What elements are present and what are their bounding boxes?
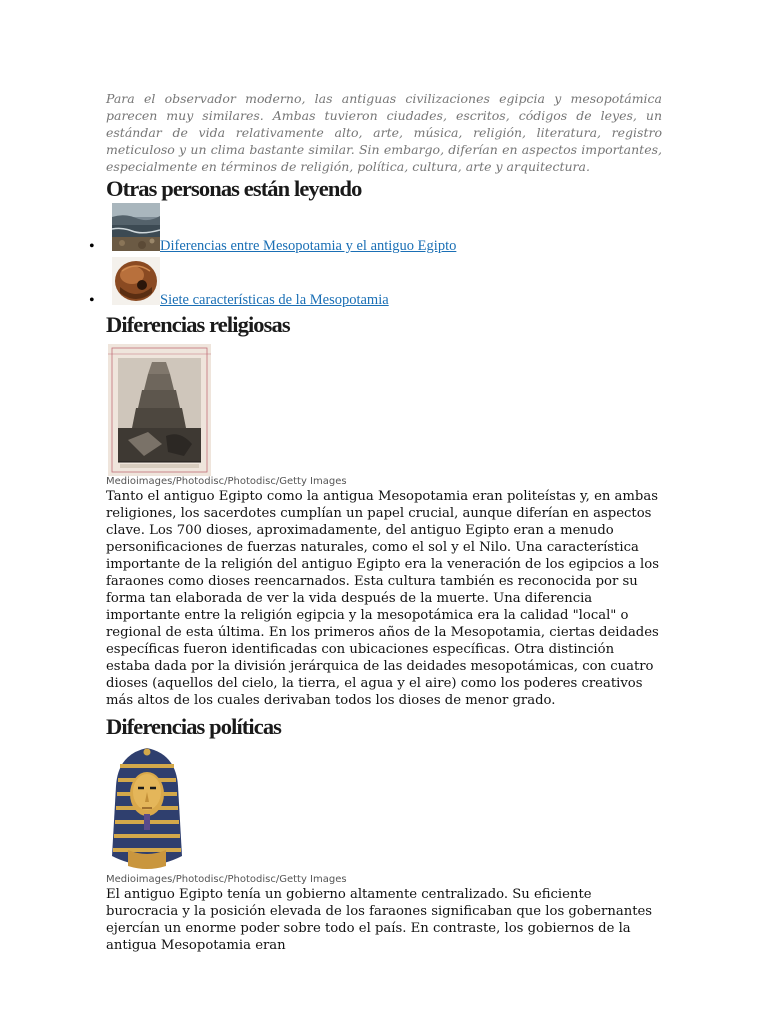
image-credit: Medioimages/Photodisc/Photodisc/Getty Images xyxy=(106,476,347,487)
related-list xyxy=(89,203,662,311)
tower-of-babel-engraving xyxy=(108,344,211,476)
related-link[interactable]: Siete características de la Mesopotamia xyxy=(160,292,389,308)
political-heading: Diferencias políticas xyxy=(106,714,282,739)
religious-heading: Diferencias religiosas xyxy=(106,312,290,337)
bullet-icon: • xyxy=(89,292,95,309)
article xyxy=(89,90,662,954)
intro-paragraph: Para el observador moderno, las antiguas civilizaciones egipcia y mesopotámica parecen muy similares. Ambas tuvieron ciudades, escritos, códigos de leyes, un estándar de vida relativamente alto, arte, música, religión, literatura, registro meticuloso y un clima bastante similar. Sin embargo, diferían en aspectos importantes, especialmente en términos de religión, política, cultura, arte y arquitectura. xyxy=(106,91,662,174)
political-paragraph: El antiguo Egipto tenía un gobierno altamente centralizado. Su eficiente burocracia y la posición elevada de los faraones significaban que los gobernantes ejercían un enorme poder sobre todo el país. En contraste, los gobiernos de la antigua Mesopotamia eran xyxy=(106,887,653,953)
religious-paragraph: Tanto el antiguo Egipto como la antigua Mesopotamia eran politeístas y, en ambas religiones, los sacerdotes cumplían un papel crucial, aunque diferían en aspectos clave. Los 700 dioses, aproximadamente, del antiguo Egipto eran a menudo personificaciones de fuerzas naturales, como el sol y el Nilo. Una característica importante de la religión del antiguo Egipto era la veneración de los egipcios a los faraones como dioses reencarnados. Esta cultura también es reconocida por su forma tan elaborada de ver la vida después de la muerte. Una diferencia importante entre la religión egipcia y la mesopotámica era la calidad "local" o regional de esta última. En los primeros años de la Mesopotamia, ciertas deidades específicas fueron identificadas con ubicaciones específicas. Otra distinción estaba dada por la división jerárquica de las deidades mesopotámicas, con cuatro dioses (aquellos del cielo, la tierra, el agua y el aire) como los poderes creativos más altos de los cuales derivaban todos los dioses de menor grado. xyxy=(106,489,659,708)
related-link[interactable]: Diferencias entre Mesopotamia y el antiguo Egipto xyxy=(160,238,457,254)
image-credit: Medioimages/Photodisc/Photodisc/Getty Images xyxy=(106,874,347,885)
related-heading: Otras personas están leyendo xyxy=(106,176,362,201)
river-landscape-thumbnail[interactable] xyxy=(112,203,160,251)
related-item[interactable] xyxy=(89,257,662,311)
bullet-icon: • xyxy=(89,238,95,255)
related-item[interactable] xyxy=(89,203,662,257)
pharaoh-golden-mask xyxy=(108,746,186,874)
ancient-helmet-thumbnail[interactable] xyxy=(112,257,160,305)
